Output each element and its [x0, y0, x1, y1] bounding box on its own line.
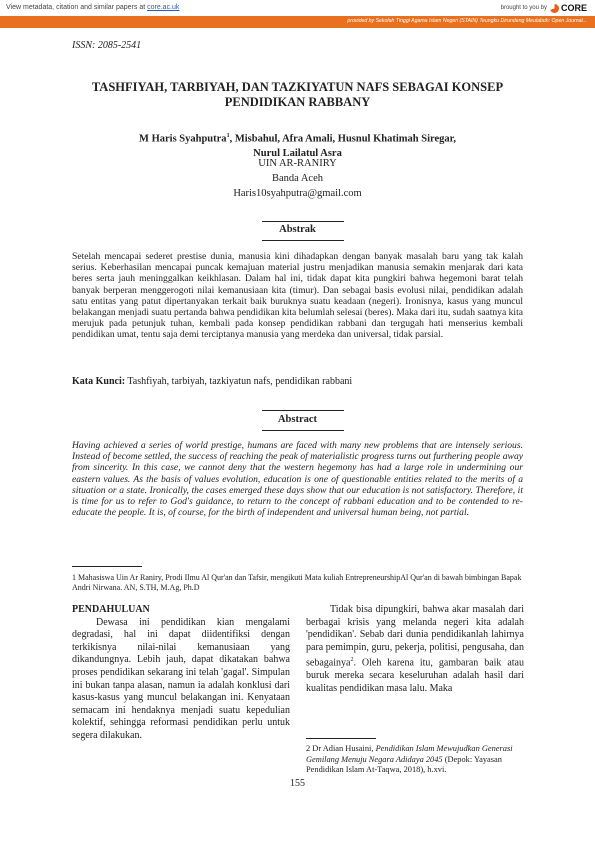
- divider: [262, 240, 344, 241]
- section-heading: PENDAHULUAN: [72, 604, 150, 615]
- core-link[interactable]: core.ac.uk: [147, 4, 180, 11]
- core-logo[interactable]: CORE: [550, 3, 587, 13]
- footnote-divider: [306, 738, 376, 739]
- core-logo-icon: [550, 4, 559, 13]
- page-number: 155: [290, 778, 305, 789]
- paper-title: TASHFIYAH, TARBIYAH, DAN TAZKIYATUN NAFS SEBAGAI KONSEP PENDIDIKAN RABBANY: [91, 80, 504, 109]
- email: Haris10syahputra@gmail.com: [233, 188, 362, 199]
- provider-text[interactable]: provided by Sekolah Tinggi Agama Islam Negeri (STAIN) Teungku Dirundeng Meulaboh: Open Journal...: [347, 18, 587, 24]
- brought-by: brought to you by CORE: [500, 3, 587, 13]
- divider: [262, 430, 344, 431]
- issn: ISSN: 2085-2541: [72, 40, 142, 51]
- institution: UIN AR-RANIRY: [258, 158, 337, 169]
- keywords: Kata Kunci: Tashfiyah, tarbiyah, tazkiyatun nafs, pendidikan rabbani: [72, 376, 353, 387]
- authors: M Haris Syahputra$^1$, Misbahul, Afra Amali, Husnul Khatimah Siregar, Nurul Lailatul Asra: [139, 133, 456, 159]
- footnote-2: 2 Dr Adian Husaini, Pendidikan Islam Mewujudkan Generasi Gemilang Menuju Negara Adidaya 2045 (Depok: Yayasan Pendidikan Islam At-Taqwa, 2018), h.xvi.: [306, 744, 513, 774]
- divider: [262, 410, 344, 411]
- left-column: [72, 604, 290, 743]
- divider: [262, 221, 344, 222]
- city: Banda Aceh: [271, 173, 324, 184]
- abstract-text: Having achieved a series of world prestige, humans are faced with many new problems that are intensely serious. Instead of become settled, the success of reaching the peak of materialistic progress turns out furthering people away from sincerity. In this case, we cannot deny that the western hegemony has had a large role in undermining our eastern values. As the basis of values evolution, education is one of questionable entities related to the merits of a situation or a state. Ironically, the cases emerged these days show that our education is not satisfactory. Therefore, it is time for us to refer to God's guidance, to return to the concept of rabbani education and to be contended to re-educate the people. It is, of course, for the birth of independent and universal human being, not partial.: [72, 440, 523, 519]
- metadata-notice: View metadata, citation and similar papers at core.ac.uk: [6, 4, 180, 11]
- intro-paragraph-continued: Tidak bisa dipungkiri, bahwa akar masalah dari berbagai krisis yang melanda negeri kita adalah 'pendidikan'. Sebab dari dunia pendidikanlah lahirnya para pemimpin, guru, pekerja, politisi, pengusaha, dan sebagainya$^2$. Oleh karena itu, gambaran baik atau buruk mereka secara keseluruhan adalah hasil dari kualitas pendidikan masa lalu. Maka: [306, 604, 524, 694]
- footnote-divider: [72, 566, 142, 567]
- intro-paragraph: Dewasa ini pendidikan kian mengalami degradasi, hal ini dapat diidentifiksi dengan terkikisnya nilai-nilai kemanusiaan yang dikandungnya. Lebih jauh, dapat dikatakan bahwa proses pendidikan sekarang ini telah 'gagal'. Simpulan ini bukan tanpa alasan, namun ia adalah konklusi dari kasus-kasus yang muncul belakangan ini. Kenyataan semacam ini hendaknya menjadi suatu kepedulian kolektif, sehingga reformasi pendidikan perlu untuk segera dilakukan.: [72, 616, 290, 741]
- abstract-heading: Abstract: [277, 414, 318, 425]
- footnote-1: 1 Mahasiswa Uin Ar Raniry, Prodi Ilmu Al Qur'an dan Tafsir, mengikuti Mata kuliah EntrepreneurshipAl Qur'an di bawah bimbingan Bapak Andri Nirwana. AN, S.TH, M.Ag, Ph.D: [72, 573, 522, 592]
- provider-bar: [0, 16, 595, 28]
- abstrak-heading: Abstrak: [279, 224, 316, 235]
- abstrak-text: Setelah mencapai sederet prestise dunia, manusia kini dihadapkan dengan banyak masalah baru yang tak kalah serius. Keberhasilan mencapai puncak kemajuan material justru menjadikan manusia semakin menjarak dari kata beres serta jauh meninggalkan keikhlasan. Dalam hal ini, tidak dapat kita pungkiri bahwa hegemoni barat telah banyak berperan menggerogoti nilai kemanusiaan kita (timur). Dan sebagai basis evolusi nilai, pendidikan adalah satu entitas yang patut dipertanyakan terkait baik buruknya suatu keadaan (negeri). Ironisnya, kasus yang muncul belakangan menjadi suatu pertanda bahwa pendidikan kita belumlah selesai (beres). Maka dari itu, sudah saatnya kita merujuk pada petunjuk tuhan, kembali pada konsep pendidikan rabbani dan tergugah hati menserius kembali pendidikan umat, tentu saja demi terciptanya manusia yang merdeka dan universal, tidak parsial.: [72, 251, 524, 341]
- right-column: [306, 604, 524, 695]
